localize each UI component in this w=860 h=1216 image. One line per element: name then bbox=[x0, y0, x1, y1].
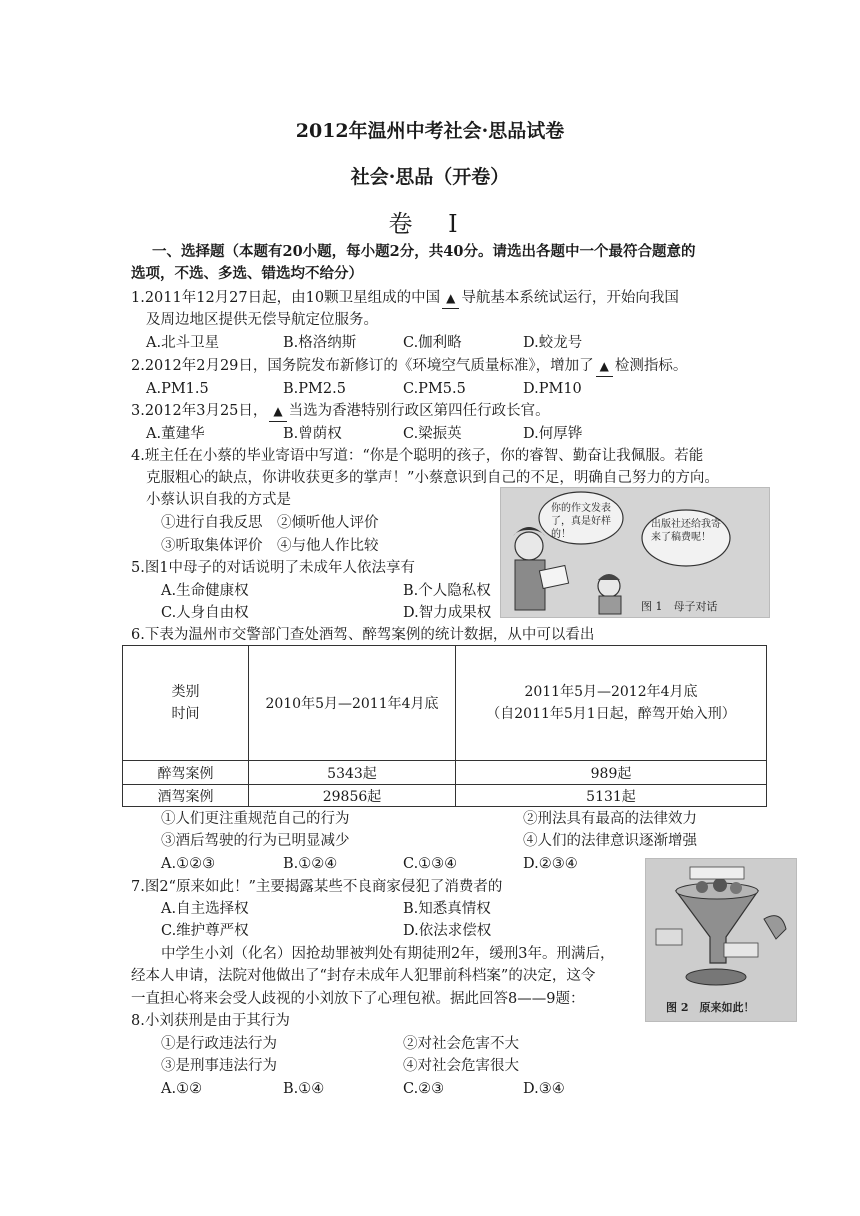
answer-blank: ▲ bbox=[442, 288, 459, 309]
q2-option-a: A.PM1.5 bbox=[146, 381, 209, 397]
q7-option-b: B.知悉真情权 bbox=[403, 901, 491, 917]
page-title: 2012年温州中考社会·思品试卷 bbox=[295, 120, 565, 142]
q8-statement-1: ①是行政违法行为 bbox=[161, 1036, 277, 1052]
question-4-line3: 小蔡认识自我的方式是 bbox=[146, 492, 291, 508]
q8-statement-4: ④对社会危害很大 bbox=[403, 1058, 519, 1074]
table-row-label: 酒驾案例 bbox=[123, 785, 249, 807]
figure-1-bubble-son: 出版社还给我寄来了稿费呢！ bbox=[651, 519, 721, 543]
q1-option-a: A.北斗卫星 bbox=[146, 335, 220, 351]
q5-option-c: C.人身自由权 bbox=[161, 605, 249, 621]
figure-1-bubble-mother: 你的作文发表了，真是好样的！ bbox=[551, 503, 611, 540]
q6-option-b: B.①②④ bbox=[283, 856, 338, 872]
table-header-row bbox=[123, 646, 767, 761]
q4-statements-row2: ③听取集体评价 ④与他人作比较 bbox=[161, 538, 379, 554]
q7-option-c: C.维护尊严权 bbox=[161, 923, 249, 939]
table-cell: 5131起 bbox=[456, 785, 767, 807]
q6-option-a: A.①②③ bbox=[161, 856, 216, 872]
figure-1-image bbox=[500, 487, 770, 618]
q2-option-b: B.PM2.5 bbox=[283, 381, 346, 397]
q3-option-d: D.何厚铧 bbox=[523, 426, 583, 442]
q5-option-b: B.个人隐私权 bbox=[403, 583, 491, 599]
q3-option-c: C.梁振英 bbox=[403, 426, 462, 442]
q6-statement-1: ①人们更注重规范自己的行为 bbox=[161, 811, 350, 827]
question-4-line2: 克服粗心的缺点，你讲收获更多的掌声！”小蔡意识到自己的不足，明确自己努力的方向。 bbox=[146, 470, 719, 486]
funnel-cartoon bbox=[646, 859, 796, 1021]
question-4: 4.班主任在小蔡的毕业寄语中写道：“你是个聪明的孩子，你的睿智、勤奋让我佩服。若能 bbox=[131, 448, 704, 464]
mother-son-cartoon bbox=[501, 488, 769, 617]
q6-option-d: D.②③④ bbox=[523, 856, 578, 872]
q4-statements-row1: ①进行自我反思 ②倾听他人评价 bbox=[161, 515, 379, 531]
question-3: 3.2012年3月25日， ▲ 当选为香港特别行政区第四任行政长官。 bbox=[131, 401, 550, 422]
q3-option-b: B.曾荫权 bbox=[283, 426, 342, 442]
q6-option-c: C.①③④ bbox=[403, 856, 458, 872]
table-col1-header: 2010年5月—2011年4月底 bbox=[249, 646, 456, 761]
q8-option-b: B.①④ bbox=[283, 1081, 325, 1097]
q8-statement-3: ③是刑事违法行为 bbox=[161, 1058, 277, 1074]
q5-option-d: D.智力成果权 bbox=[403, 605, 492, 621]
q6-statement-4: ④人们的法律意识逐渐增强 bbox=[523, 833, 697, 849]
q7-option-d: D.依法求偿权 bbox=[403, 923, 492, 939]
q1-option-c: C.伽利略 bbox=[403, 335, 462, 351]
q7-option-a: A.自主选择权 bbox=[161, 901, 249, 917]
passage-line1: 中学生小刘（化名）因抢劫罪被判处有期徒刑2年，缓刑3年。刑满后， bbox=[161, 946, 615, 962]
table-row-label: 醉驾案例 bbox=[123, 761, 249, 785]
question-5: 5.图1中母子的对话说明了未成年人依法享有 bbox=[131, 560, 416, 576]
section-intro-line1: 一、选择题（本题有20小题，每小题2分，共40分。请选出各题中一个最符合题意的 bbox=[152, 243, 696, 260]
passage-line2: 经本人申请，法院对他做出了“封存未成年人犯罪前科档案”的决定，这令 bbox=[131, 968, 596, 984]
table-row bbox=[123, 761, 767, 785]
answer-blank: ▲ bbox=[596, 356, 613, 377]
question-1-continued: 及周边地区提供无偿导航定位服务。 bbox=[146, 312, 378, 328]
table-row bbox=[123, 785, 767, 807]
figure-1-caption: 图 1 母子对话 bbox=[641, 600, 718, 613]
q2-option-c: C.PM5.5 bbox=[403, 381, 466, 397]
table-cell: 29856起 bbox=[249, 785, 456, 807]
q5-option-a: A.生命健康权 bbox=[161, 583, 249, 599]
table-cell: 989起 bbox=[456, 761, 767, 785]
page-subtitle: 社会·思品（开卷） bbox=[350, 166, 510, 188]
q3-option-a: A.董建华 bbox=[146, 426, 205, 442]
q1-option-d: D.蛟龙号 bbox=[523, 335, 583, 351]
question-1: 1.2011年12月27日起，由10颗卫星组成的中国 ▲ 导航基本系统试运行，开始向我国 bbox=[131, 288, 679, 309]
q6-statement-3: ③酒后驾驶的行为已明显减少 bbox=[161, 833, 350, 849]
drunk-driving-table bbox=[122, 645, 767, 807]
q8-option-d: D.③④ bbox=[523, 1081, 565, 1097]
question-8: 8.小刘获刑是由于其行为 bbox=[131, 1013, 290, 1029]
table-col2-header: 2011年5月—2012年4月底 （自2011年5月1日起，醉驾开始入刑） bbox=[456, 646, 767, 761]
q8-statement-2: ②对社会危害不大 bbox=[403, 1036, 519, 1052]
volume-label: 卷 Ⅰ bbox=[388, 210, 472, 238]
q2-option-d: D.PM10 bbox=[523, 381, 582, 397]
passage-line3: 一直担心将来会受人歧视的小刘放下了心理包袱。据此回答8——9题： bbox=[131, 991, 585, 1007]
q8-option-a: A.①② bbox=[161, 1081, 203, 1097]
answer-blank: ▲ bbox=[269, 401, 286, 422]
figure-2-caption: 图 2 原来如此！ bbox=[666, 1001, 755, 1014]
table-corner-cell: 类别 时间 bbox=[123, 646, 249, 761]
section-intro-line2: 选项，不选、多选、错选均不给分） bbox=[131, 265, 363, 282]
question-7: 7.图2“原来如此！”主要揭露某些不良商家侵犯了消费者的 bbox=[131, 879, 503, 895]
q6-statement-2: ②刑法具有最高的法律效力 bbox=[523, 811, 697, 827]
question-6: 6.下表为温州市交警部门查处酒驾、醉驾案例的统计数据，从中可以看出 bbox=[131, 627, 595, 643]
question-2: 2.2012年2月29日，国务院发布新修订的《环境空气质量标准》，增加了 ▲ 检测指标。 bbox=[131, 356, 687, 377]
q8-option-c: C.②③ bbox=[403, 1081, 445, 1097]
q1-option-b: B.格洛纳斯 bbox=[283, 335, 357, 351]
figure-2-image bbox=[645, 858, 797, 1022]
table-cell: 5343起 bbox=[249, 761, 456, 785]
